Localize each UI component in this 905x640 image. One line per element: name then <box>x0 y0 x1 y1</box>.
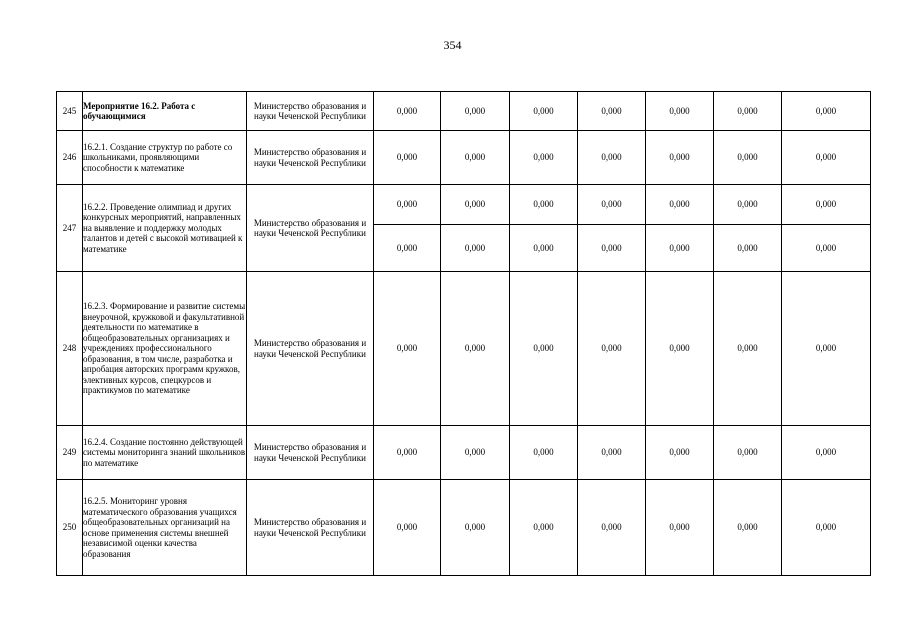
value-cell: 0,000 <box>374 225 441 272</box>
value-cell: 0,000 <box>782 272 871 426</box>
value-cell: 0,000 <box>782 185 871 225</box>
value-cell: 0,000 <box>714 185 782 225</box>
responsible-organization: Министерство образования и науки Чеченской Республики <box>247 185 374 272</box>
value-cell: 0,000 <box>374 92 441 131</box>
budget-table <box>56 91 871 576</box>
value-cell: 0,000 <box>374 131 441 185</box>
value-cell: 0,000 <box>714 131 782 185</box>
value-cell: 0,000 <box>578 185 646 225</box>
value-cell: 0,000 <box>646 480 714 576</box>
value-cell: 0,000 <box>714 426 782 480</box>
page-number: 354 <box>443 38 462 52</box>
value-cell: 0,000 <box>646 426 714 480</box>
value-cell: 0,000 <box>441 480 510 576</box>
responsible-organization: Министерство образования и науки Чеченской Республики <box>247 272 374 426</box>
activity-description: 16.2.5. Мониторинг уровня математического образования учащихся общеобразовательных организаций на основе применения системы внешней независимой оценки качества образования <box>83 480 247 576</box>
value-cell: 0,000 <box>510 272 578 426</box>
value-cell: 0,000 <box>510 92 578 131</box>
table-row <box>57 92 871 131</box>
value-cell: 0,000 <box>441 185 510 225</box>
value-cell: 0,000 <box>578 131 646 185</box>
table-row <box>57 131 871 185</box>
row-number: 250 <box>57 480 83 576</box>
activity-description: 16.2.1. Создание структур по работе со школьниками, проявляющими способности к математике <box>83 131 247 185</box>
value-cell: 0,000 <box>646 185 714 225</box>
activity-description: 16.2.4. Создание постоянно действующей системы мониторинга знаний школьников по математике <box>83 426 247 480</box>
responsible-organization: Министерство образования и науки Чеченской Республики <box>247 480 374 576</box>
value-cell: 0,000 <box>578 480 646 576</box>
value-cell: 0,000 <box>510 185 578 225</box>
row-number: 249 <box>57 426 83 480</box>
value-cell: 0,000 <box>441 426 510 480</box>
value-cell: 0,000 <box>646 272 714 426</box>
value-cell: 0,000 <box>374 272 441 426</box>
value-cell: 0,000 <box>441 131 510 185</box>
value-cell: 0,000 <box>782 426 871 480</box>
row-number: 246 <box>57 131 83 185</box>
responsible-organization: Министерство образования и науки Чеченской Республики <box>247 426 374 480</box>
row-number: 247 <box>57 185 83 272</box>
row-number: 248 <box>57 272 83 426</box>
activity-description: 16.2.3. Формирование и развитие системы внеурочной, кружковой и факультативной деятельности по математике в общеобразовательных организациях и учреждениях профессионального образования, в том числе, разработка и апробация авторских программ кружков, элективных курсов, спецкурсов и практикумов по математике <box>83 272 247 426</box>
value-cell: 0,000 <box>441 225 510 272</box>
value-cell: 0,000 <box>374 480 441 576</box>
activity-description: 16.2.2. Проведение олимпиад и других конкурсных мероприятий, направленных на выявление и поддержку молодых талантов и детей с высокой мотивацией к математике <box>83 185 247 272</box>
row-number: 245 <box>57 92 83 131</box>
value-cell: 0,000 <box>510 480 578 576</box>
value-cell: 0,000 <box>441 272 510 426</box>
value-cell: 0,000 <box>578 272 646 426</box>
value-cell: 0,000 <box>510 131 578 185</box>
value-cell: 0,000 <box>374 426 441 480</box>
value-cell: 0,000 <box>714 92 782 131</box>
value-cell: 0,000 <box>782 131 871 185</box>
table-row <box>57 480 871 576</box>
activity-title: Мероприятие 16.2. Работа с обучающимися <box>83 92 247 131</box>
table-row <box>57 185 871 225</box>
value-cell: 0,000 <box>646 225 714 272</box>
value-cell: 0,000 <box>714 480 782 576</box>
value-cell: 0,000 <box>578 426 646 480</box>
value-cell: 0,000 <box>782 92 871 131</box>
value-cell: 0,000 <box>578 225 646 272</box>
value-cell: 0,000 <box>782 225 871 272</box>
value-cell: 0,000 <box>510 426 578 480</box>
value-cell: 0,000 <box>646 131 714 185</box>
responsible-organization: Министерство образования и науки Чеченской Республики <box>247 131 374 185</box>
value-cell: 0,000 <box>578 92 646 131</box>
value-cell: 0,000 <box>782 480 871 576</box>
value-cell: 0,000 <box>441 92 510 131</box>
value-cell: 0,000 <box>714 225 782 272</box>
table-row <box>57 426 871 480</box>
value-cell: 0,000 <box>374 185 441 225</box>
table-row <box>57 272 871 426</box>
value-cell: 0,000 <box>510 225 578 272</box>
value-cell: 0,000 <box>714 272 782 426</box>
responsible-organization: Министерство образования и науки Чеченской Республики <box>247 92 374 131</box>
value-cell: 0,000 <box>646 92 714 131</box>
